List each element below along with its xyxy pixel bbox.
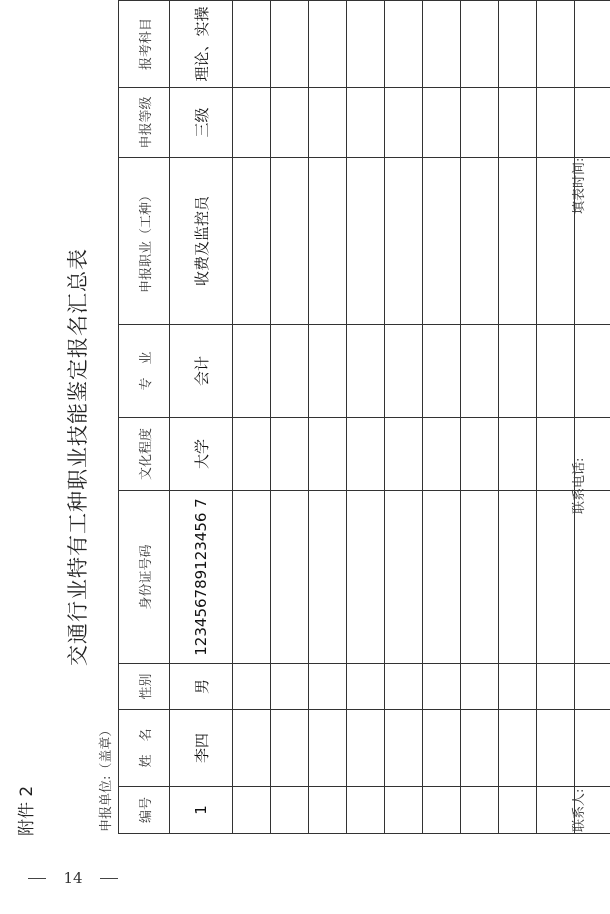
table-row — [309, 1, 347, 834]
cell-name — [537, 710, 575, 787]
cell-name — [385, 710, 423, 787]
cell-id — [271, 787, 309, 834]
cell-subjects — [499, 1, 537, 88]
cell-gender — [347, 664, 385, 710]
cell-major — [385, 325, 423, 418]
header-level: 申报等级 — [119, 88, 170, 158]
cell-major — [575, 325, 610, 418]
cell-level — [575, 88, 610, 158]
cell-level — [385, 88, 423, 158]
cell-gender — [499, 664, 537, 710]
cell-major — [309, 325, 347, 418]
cell-gender — [309, 664, 347, 710]
table-row — [423, 1, 461, 834]
header-name: 姓 名 — [119, 710, 170, 787]
cell-id-number — [499, 491, 537, 664]
cell-education — [309, 418, 347, 491]
cell-subjects — [233, 1, 271, 88]
cell-major: 会计 — [170, 325, 233, 418]
cell-id — [461, 787, 499, 834]
cell-subjects — [271, 1, 309, 88]
header-gender: 性别 — [119, 664, 170, 710]
cell-occupation — [385, 158, 423, 325]
header-id-number: 身份证号码 — [119, 491, 170, 664]
cell-education — [499, 418, 537, 491]
cell-name — [499, 710, 537, 787]
cell-name — [461, 710, 499, 787]
cell-gender — [461, 664, 499, 710]
cell-id-number — [423, 491, 461, 664]
table-header-row — [119, 1, 170, 834]
cell-level — [347, 88, 385, 158]
cell-id-number — [385, 491, 423, 664]
cell-gender: 男 — [170, 664, 233, 710]
table-row — [385, 1, 423, 834]
cell-major — [499, 325, 537, 418]
cell-major — [461, 325, 499, 418]
cell-id — [385, 787, 423, 834]
contact-phone-label: 联系电话: — [572, 457, 587, 514]
cell-occupation — [461, 158, 499, 325]
table-row — [499, 1, 537, 834]
table-row — [537, 1, 575, 834]
cell-subjects — [537, 1, 575, 88]
cell-id — [423, 787, 461, 834]
cell-occupation — [233, 158, 271, 325]
header-subjects: 报考科目 — [119, 1, 170, 88]
cell-gender — [385, 664, 423, 710]
cell-level — [537, 88, 575, 158]
cell-name: 李四 — [170, 710, 233, 787]
cell-id — [499, 787, 537, 834]
cell-id: 1 — [170, 787, 233, 834]
cell-level: 三级 — [170, 88, 233, 158]
contact-person-label: 联系人: — [572, 788, 587, 832]
cell-gender — [423, 664, 461, 710]
page-number-text: 14 — [63, 869, 83, 887]
cell-level — [233, 88, 271, 158]
cell-subjects — [461, 1, 499, 88]
cell-subjects — [575, 1, 610, 88]
cell-id-number — [309, 491, 347, 664]
cell-subjects — [309, 1, 347, 88]
cell-id-number — [537, 491, 575, 664]
cell-id-number — [461, 491, 499, 664]
cell-gender — [537, 664, 575, 710]
cell-education — [233, 418, 271, 491]
cell-major — [423, 325, 461, 418]
cell-name — [575, 710, 610, 787]
cell-subjects: 理论、实操 — [170, 1, 233, 88]
fill-time-label: 填表时间: — [572, 157, 587, 214]
cell-major — [271, 325, 309, 418]
cell-name — [309, 710, 347, 787]
cell-occupation — [499, 158, 537, 325]
cell-id-number — [347, 491, 385, 664]
cell-occupation — [309, 158, 347, 325]
cell-subjects — [347, 1, 385, 88]
cell-id — [309, 787, 347, 834]
cell-id-number — [575, 491, 610, 664]
table-row — [170, 1, 233, 834]
cell-id-number — [233, 491, 271, 664]
cell-occupation — [347, 158, 385, 325]
cell-id — [347, 787, 385, 834]
cell-gender — [233, 664, 271, 710]
table-row — [347, 1, 385, 834]
cell-subjects — [385, 1, 423, 88]
cell-id-number — [271, 491, 309, 664]
cell-name — [233, 710, 271, 787]
cell-major — [537, 325, 575, 418]
cell-education — [271, 418, 309, 491]
header-education: 文化程度 — [119, 418, 170, 491]
cell-occupation — [271, 158, 309, 325]
cell-level — [271, 88, 309, 158]
header-occupation: 申报职业（工种） — [119, 158, 170, 325]
cell-education — [423, 418, 461, 491]
table-row — [271, 1, 309, 834]
applicant-unit-label: 申报单位:（盖章） — [99, 723, 114, 832]
cell-name — [271, 710, 309, 787]
cell-id-number: 123456789123456 7 — [170, 491, 233, 664]
cell-level — [309, 88, 347, 158]
cell-name — [423, 710, 461, 787]
registration-table — [118, 0, 610, 834]
table-row — [575, 1, 610, 834]
cell-major — [347, 325, 385, 418]
table-row — [461, 1, 499, 834]
attachment-label: 附件 2 — [17, 785, 37, 836]
cell-occupation: 收费及监控员 — [170, 158, 233, 325]
cell-gender — [271, 664, 309, 710]
cell-major — [233, 325, 271, 418]
cell-id — [233, 787, 271, 834]
page-title: 交通行业特有工种职业技能鉴定报名汇总表 — [66, 248, 90, 666]
cell-level — [423, 88, 461, 158]
cell-education — [461, 418, 499, 491]
header-id: 编号 — [119, 787, 170, 834]
cell-level — [461, 88, 499, 158]
table-row — [233, 1, 271, 834]
cell-education: 大学 — [170, 418, 233, 491]
cell-level — [499, 88, 537, 158]
cell-gender — [575, 664, 610, 710]
cell-name — [347, 710, 385, 787]
cell-subjects — [423, 1, 461, 88]
cell-education — [385, 418, 423, 491]
cell-education — [347, 418, 385, 491]
cell-occupation — [423, 158, 461, 325]
header-major: 专 业 — [119, 325, 170, 418]
